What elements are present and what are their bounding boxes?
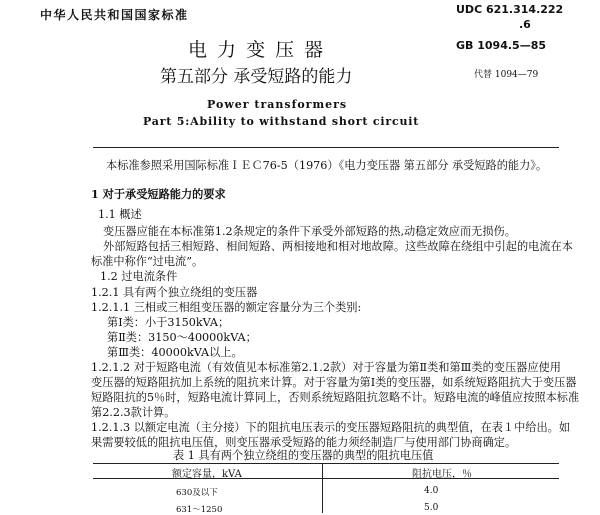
replaces-note: 代替 1094—79	[474, 70, 539, 80]
section-1-1-para-2a: 外部短路包括三相短路、相间短路、两相接地和相对地故障。这些故障在绕组中引起的电流在本	[103, 240, 573, 253]
udc-sub: .6	[519, 18, 531, 31]
table-row-voltage: 5.0	[424, 503, 439, 513]
section-1-1-para-2b: 标准中称作“过电流”。	[91, 255, 204, 268]
udc-code: UDC 621.314.222	[456, 3, 564, 16]
section-1-2-1-heading: 1.2.1 具有两个独立绕组的变压器	[91, 286, 258, 299]
title-cn-line1: 电 力 变 压 器	[188, 39, 326, 61]
section-1-2-1-2-line: 第2.2.3款计算。	[91, 406, 176, 419]
table-col-divider	[322, 463, 323, 513]
section-1-2-1-2-line: 1.2.1.2 对于短路电流（有效值见本标准第2.1.2款）对于容量为第Ⅱ类和第Ⅲ类的变压器应使用	[91, 361, 561, 374]
section-1-2-1-3-line: 果需要较低的阻抗电压值，则变压器承受短路的能力须经制造厂与使用部门协商确定。	[91, 436, 517, 449]
section-1-2-1-1: 1.2.1.1 三相或三相组变压器的额定容量分为三个类别:	[91, 301, 362, 314]
title-en-line1: Power transformers	[207, 98, 348, 111]
table-caption: 表 1 具有两个独立绕组的变压器的典型的阻抗电压值	[173, 449, 434, 462]
category-item: 第Ⅰ类：小于3150kVA；	[107, 316, 230, 329]
table-header-voltage: 阻抗电压，％	[412, 469, 472, 480]
section-1-1-heading: 1.1 概述	[98, 208, 142, 221]
title-en-line2: Part 5:Ability to withstand short circuit	[143, 115, 420, 128]
title-cn-line2: 第五部分 承受短路的能力	[160, 67, 353, 87]
intro-paragraph: 本标准参照采用国际标准ＩＥＣ76-5（1976）《电力变压器 第五部分 承受短路的能力》。	[106, 159, 548, 172]
category-item: 第Ⅲ类：40000kVA以上。	[107, 346, 243, 359]
section-1-2-1-3-line: 1.2.1.3 以额定电流（主分接）下的阻抗电压表示的变压器短路阻抗的典型值，在表１中给出。如	[91, 421, 571, 434]
standard-code: GB 1094.5—85	[456, 39, 546, 52]
section-1-2-heading: 1.2 过电流条件	[100, 270, 178, 283]
issuer-title: 中华人民共和国国家标准	[40, 8, 189, 22]
table-row-capacity: 630及以下	[176, 488, 218, 498]
table-header-rule	[93, 478, 559, 479]
section-1-2-1-2-line: 变压器的短路阻抗加上系统的阻抗来计算。对于容量为第Ⅰ类的变压器，如系统短路阻抗大于变压器	[91, 376, 577, 389]
category-item: 第Ⅱ类：3150～40000kVA；	[107, 331, 257, 344]
section-1-heading: 1 对于承受短路能力的要求	[91, 187, 226, 201]
section-1-1-para-1: 变压器应能在本标准第1.2条规定的条件下承受外部短路的热,动稳定效应而无损伤。	[103, 225, 516, 238]
table-row-capacity: 631～1250	[176, 505, 223, 515]
table-header-capacity: 额定容量，kVA	[172, 469, 242, 480]
table-top-rule	[93, 463, 559, 464]
section-1-2-1-2-line: 短路阻抗的5％时，短路电流计算同上，否则系统短路阻抗忽略不计。短路电流的峰值应按照本标准	[91, 391, 580, 404]
table-row-voltage: 4.0	[424, 486, 439, 496]
header-divider	[93, 147, 559, 148]
